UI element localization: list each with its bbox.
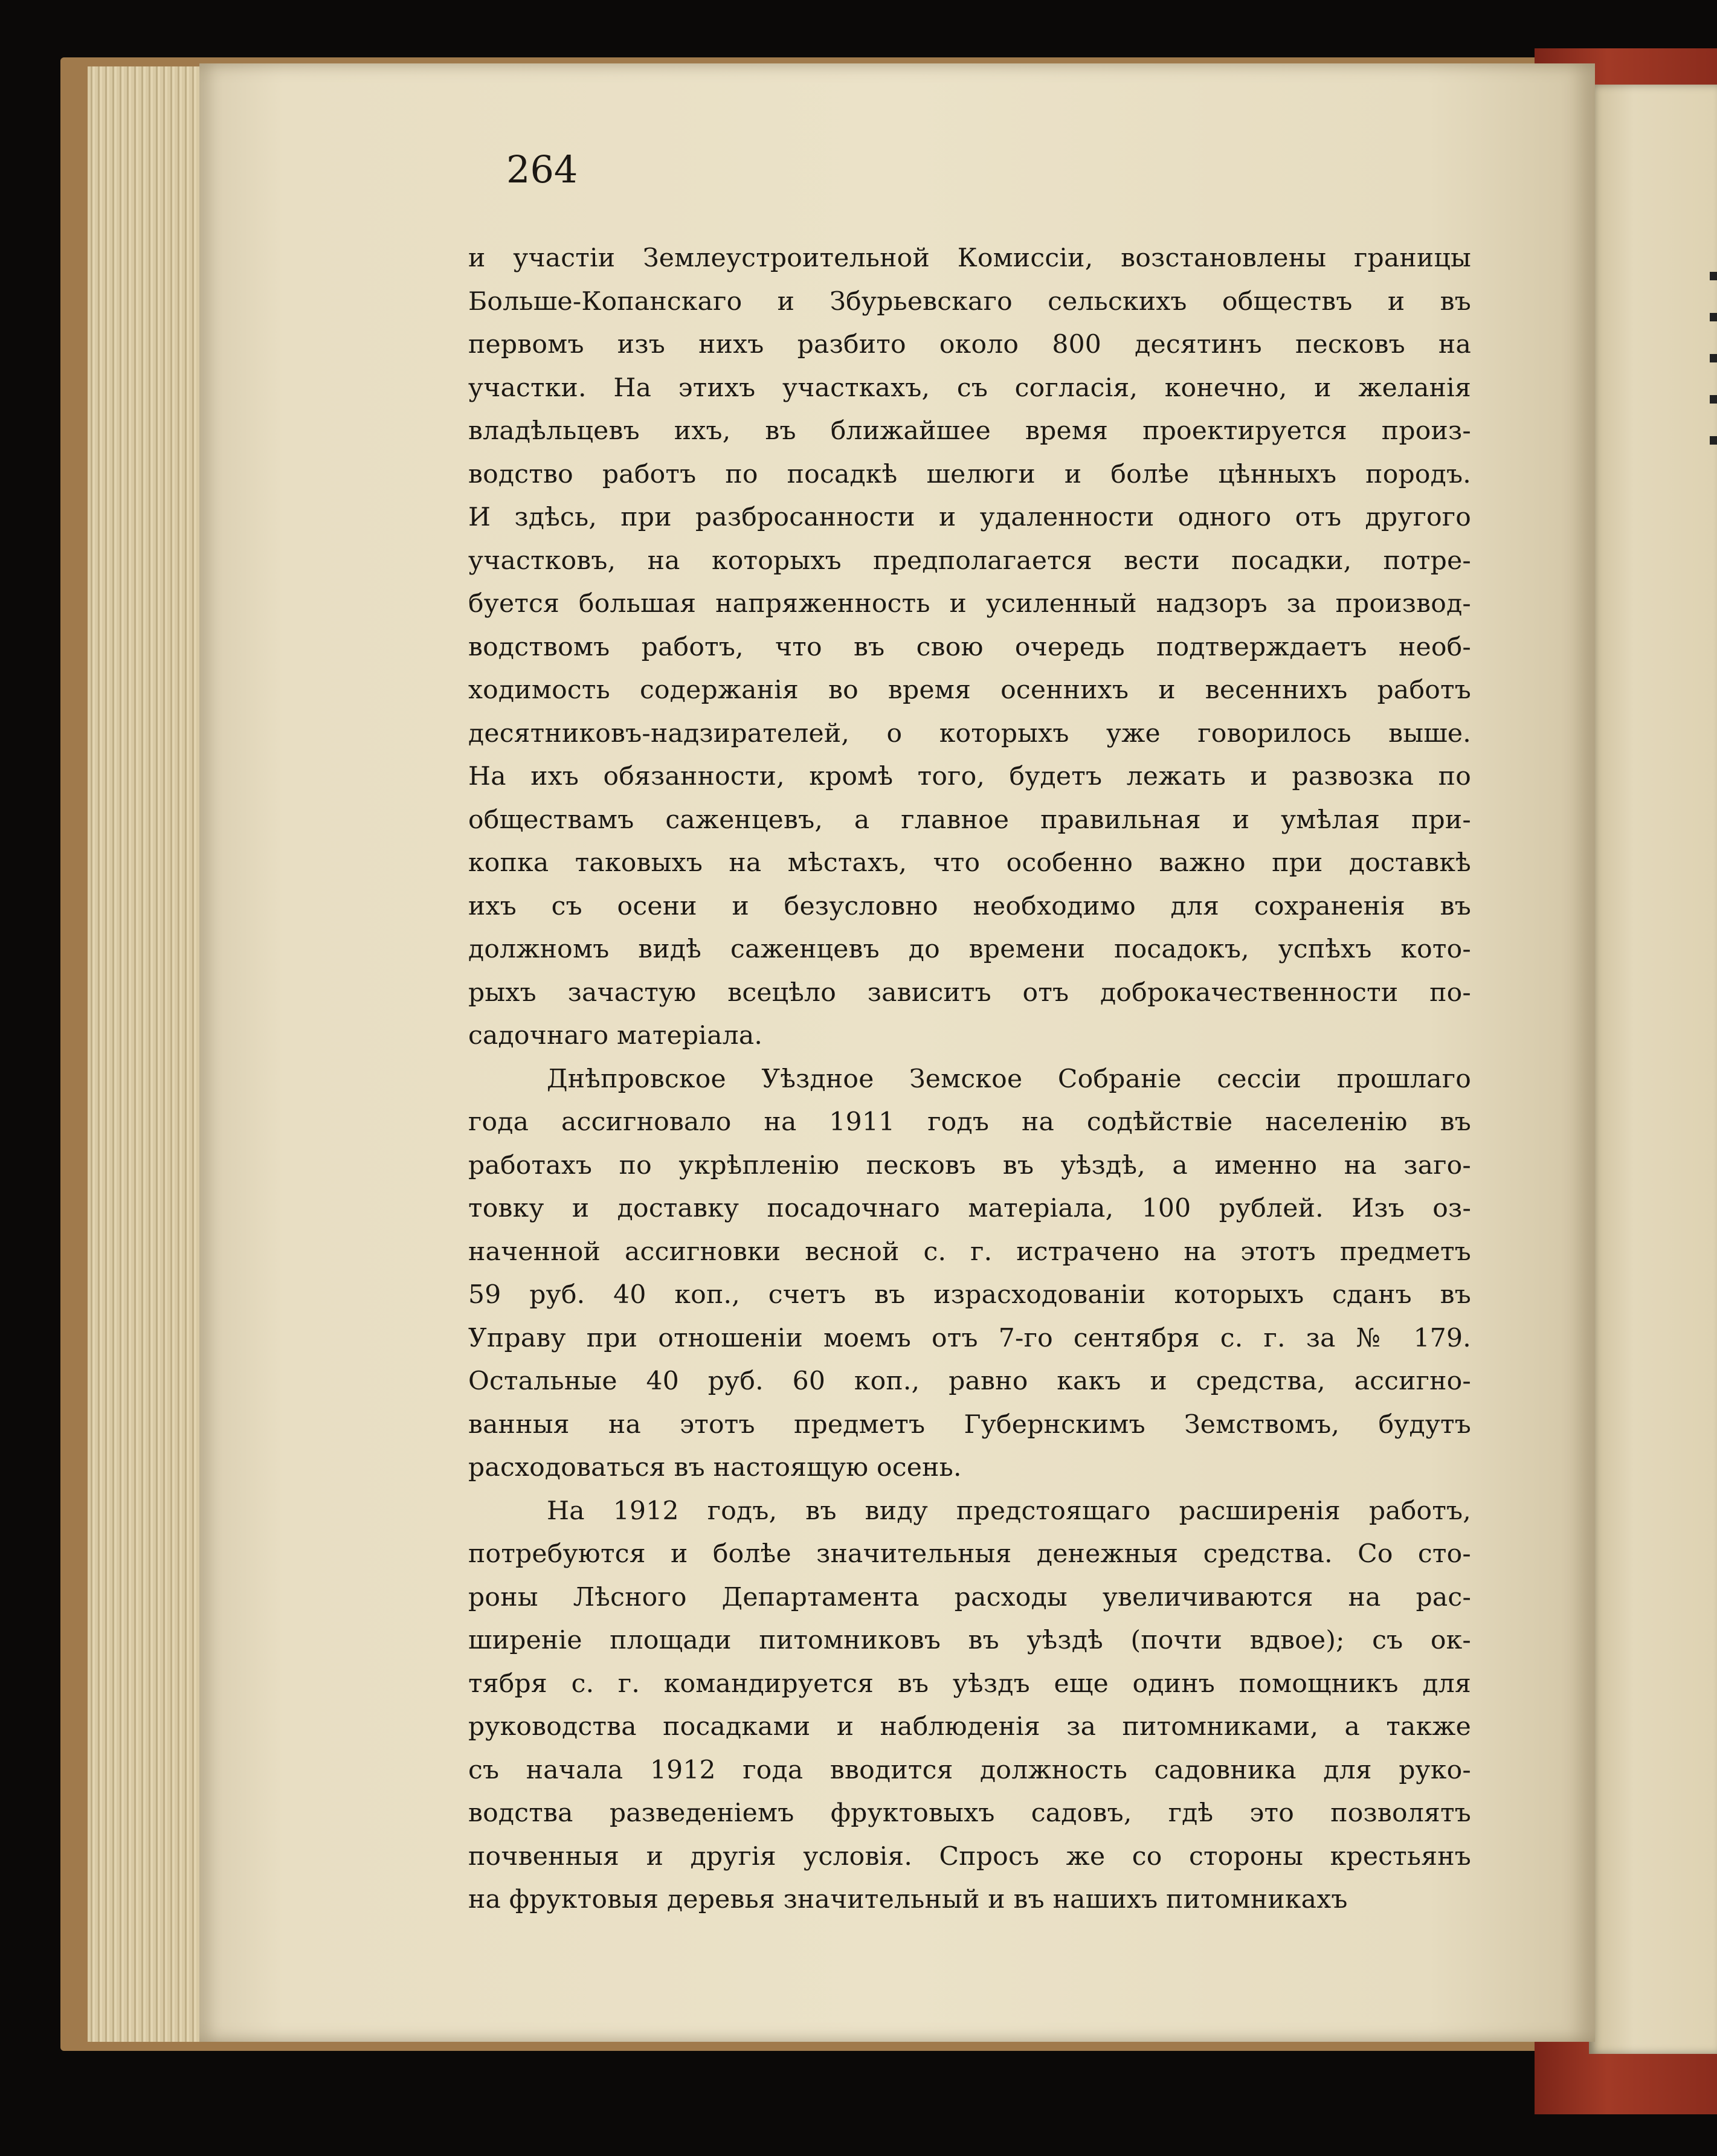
text-line: Управу при отношеніи моемъ отъ 7-го сентября с. г. за № 179. bbox=[468, 1323, 1471, 1353]
text-line: водства разведеніемъ фруктовыхъ садовъ, гдѣ это позволятъ bbox=[468, 1798, 1471, 1828]
text-line: копка таковыхъ на мѣстахъ, что особенно важно при доставкѣ bbox=[468, 848, 1471, 878]
paragraph bbox=[468, 1058, 1471, 1490]
facing-page-text-fragment bbox=[1710, 272, 1717, 477]
text-line: Днѣпровское Уѣздное Земское Собраніе сессіи прошлаго bbox=[547, 1064, 1471, 1094]
text-line: почвенныя и другія условія. Спросъ же со стороны крестьянъ bbox=[468, 1841, 1471, 1871]
text-line: участки. На этихъ участкахъ, съ согласія, конечно, и желанія bbox=[468, 373, 1471, 403]
text-line: 59 руб. 40 коп., счетъ въ израсходованіи которыхъ сданъ въ bbox=[468, 1280, 1471, 1310]
text-line: тября с. г. командируется въ уѣздъ еще одинъ помощникъ для bbox=[468, 1668, 1471, 1699]
text-line: Больше-Копанскаго и Збурьевскаго сельскихъ обществъ и въ bbox=[468, 286, 1471, 317]
text-line: года ассигновало на 1911 годъ на содѣйствіе населенію въ bbox=[468, 1107, 1471, 1137]
text-line: и участіи Землеустроительной Комиссіи, возстановлены границы bbox=[468, 243, 1471, 273]
text-line: водство работъ по посадкѣ шелюги и болѣе цѣнныхъ породъ. bbox=[468, 459, 1471, 489]
text-line: обществамъ саженцевъ, а главное правильная и умѣлая при- bbox=[468, 805, 1471, 835]
paragraphs bbox=[468, 237, 1471, 1922]
paragraph bbox=[468, 237, 1471, 1058]
text-line: на фруктовыя деревья значительный и въ нашихъ питомникахъ bbox=[468, 1885, 1348, 1914]
text-line: расходоваться въ настоящую осень. bbox=[468, 1453, 962, 1482]
page-number: 264 bbox=[506, 147, 578, 191]
text-line: буется большая напряженность и усиленный надзоръ за производ- bbox=[468, 589, 1471, 619]
text-line: потребуются и болѣе значительныя денежныя средства. Со сто- bbox=[468, 1539, 1471, 1569]
text-line: владѣльцевъ ихъ, въ ближайшее время проектируется произ- bbox=[468, 416, 1471, 446]
text-line: наченной ассигновки весной с. г. истрачено на этотъ предметъ bbox=[468, 1237, 1471, 1267]
text-line: рыхъ зачастую всецѣло зависитъ отъ доброкачественности по- bbox=[468, 977, 1471, 1008]
text-line: десятниковъ-надзирателей, о которыхъ уже говорилось выше. bbox=[468, 718, 1471, 748]
paragraph bbox=[468, 1490, 1471, 1922]
text-line: участковъ, на которыхъ предполагается вести посадки, потре- bbox=[468, 545, 1471, 576]
facing-page bbox=[1589, 85, 1717, 2054]
text-line: На ихъ обязанности, кромѣ того, будетъ лежать и развозка по bbox=[468, 762, 1471, 791]
text-line: товку и доставку посадочнаго матеріала, 100 рублей. Изъ оз- bbox=[468, 1194, 1471, 1223]
text-line: руководства посадками и наблюденія за питомниками, а также bbox=[468, 1712, 1471, 1742]
text-line: На 1912 годъ, въ виду предстоящаго расширенія работъ, bbox=[547, 1496, 1471, 1526]
text-line: ванныя на этотъ предметъ Губернскимъ Земствомъ, будутъ bbox=[468, 1409, 1471, 1440]
text-line: ширеніе площади питомниковъ въ уѣздѣ (почти вдвое); съ ок- bbox=[468, 1626, 1471, 1655]
text-line: работахъ по укрѣпленію песковъ въ уѣздѣ, а именно на заго- bbox=[468, 1150, 1471, 1180]
text-line: И здѣсь, при разбросанности и удаленности одного отъ другого bbox=[468, 503, 1471, 532]
page-body bbox=[468, 237, 1471, 1922]
text-line: должномъ видѣ саженцевъ до времени посадокъ, успѣхъ кото- bbox=[468, 935, 1471, 964]
text-line: садочнаго матеріала. bbox=[468, 1021, 763, 1051]
text-line: водствомъ работъ, что въ свою очередь подтверждаетъ необ- bbox=[468, 632, 1471, 662]
text-line: ходимость содержанія во время осеннихъ и весеннихъ работъ bbox=[468, 675, 1471, 705]
text-line: ихъ съ осени и безусловно необходимо для сохраненія въ bbox=[468, 891, 1471, 921]
text-line: роны Лѣсного Департамента расходы увеличиваются на рас- bbox=[468, 1582, 1471, 1612]
text-line: Остальные 40 руб. 60 коп., равно какъ и средства, ассигно- bbox=[468, 1366, 1471, 1396]
text-line: съ начала 1912 года вводится должность садовника для руко- bbox=[468, 1755, 1471, 1785]
text-line: первомъ изъ нихъ разбито около 800 десятинъ песковъ на bbox=[468, 330, 1471, 359]
